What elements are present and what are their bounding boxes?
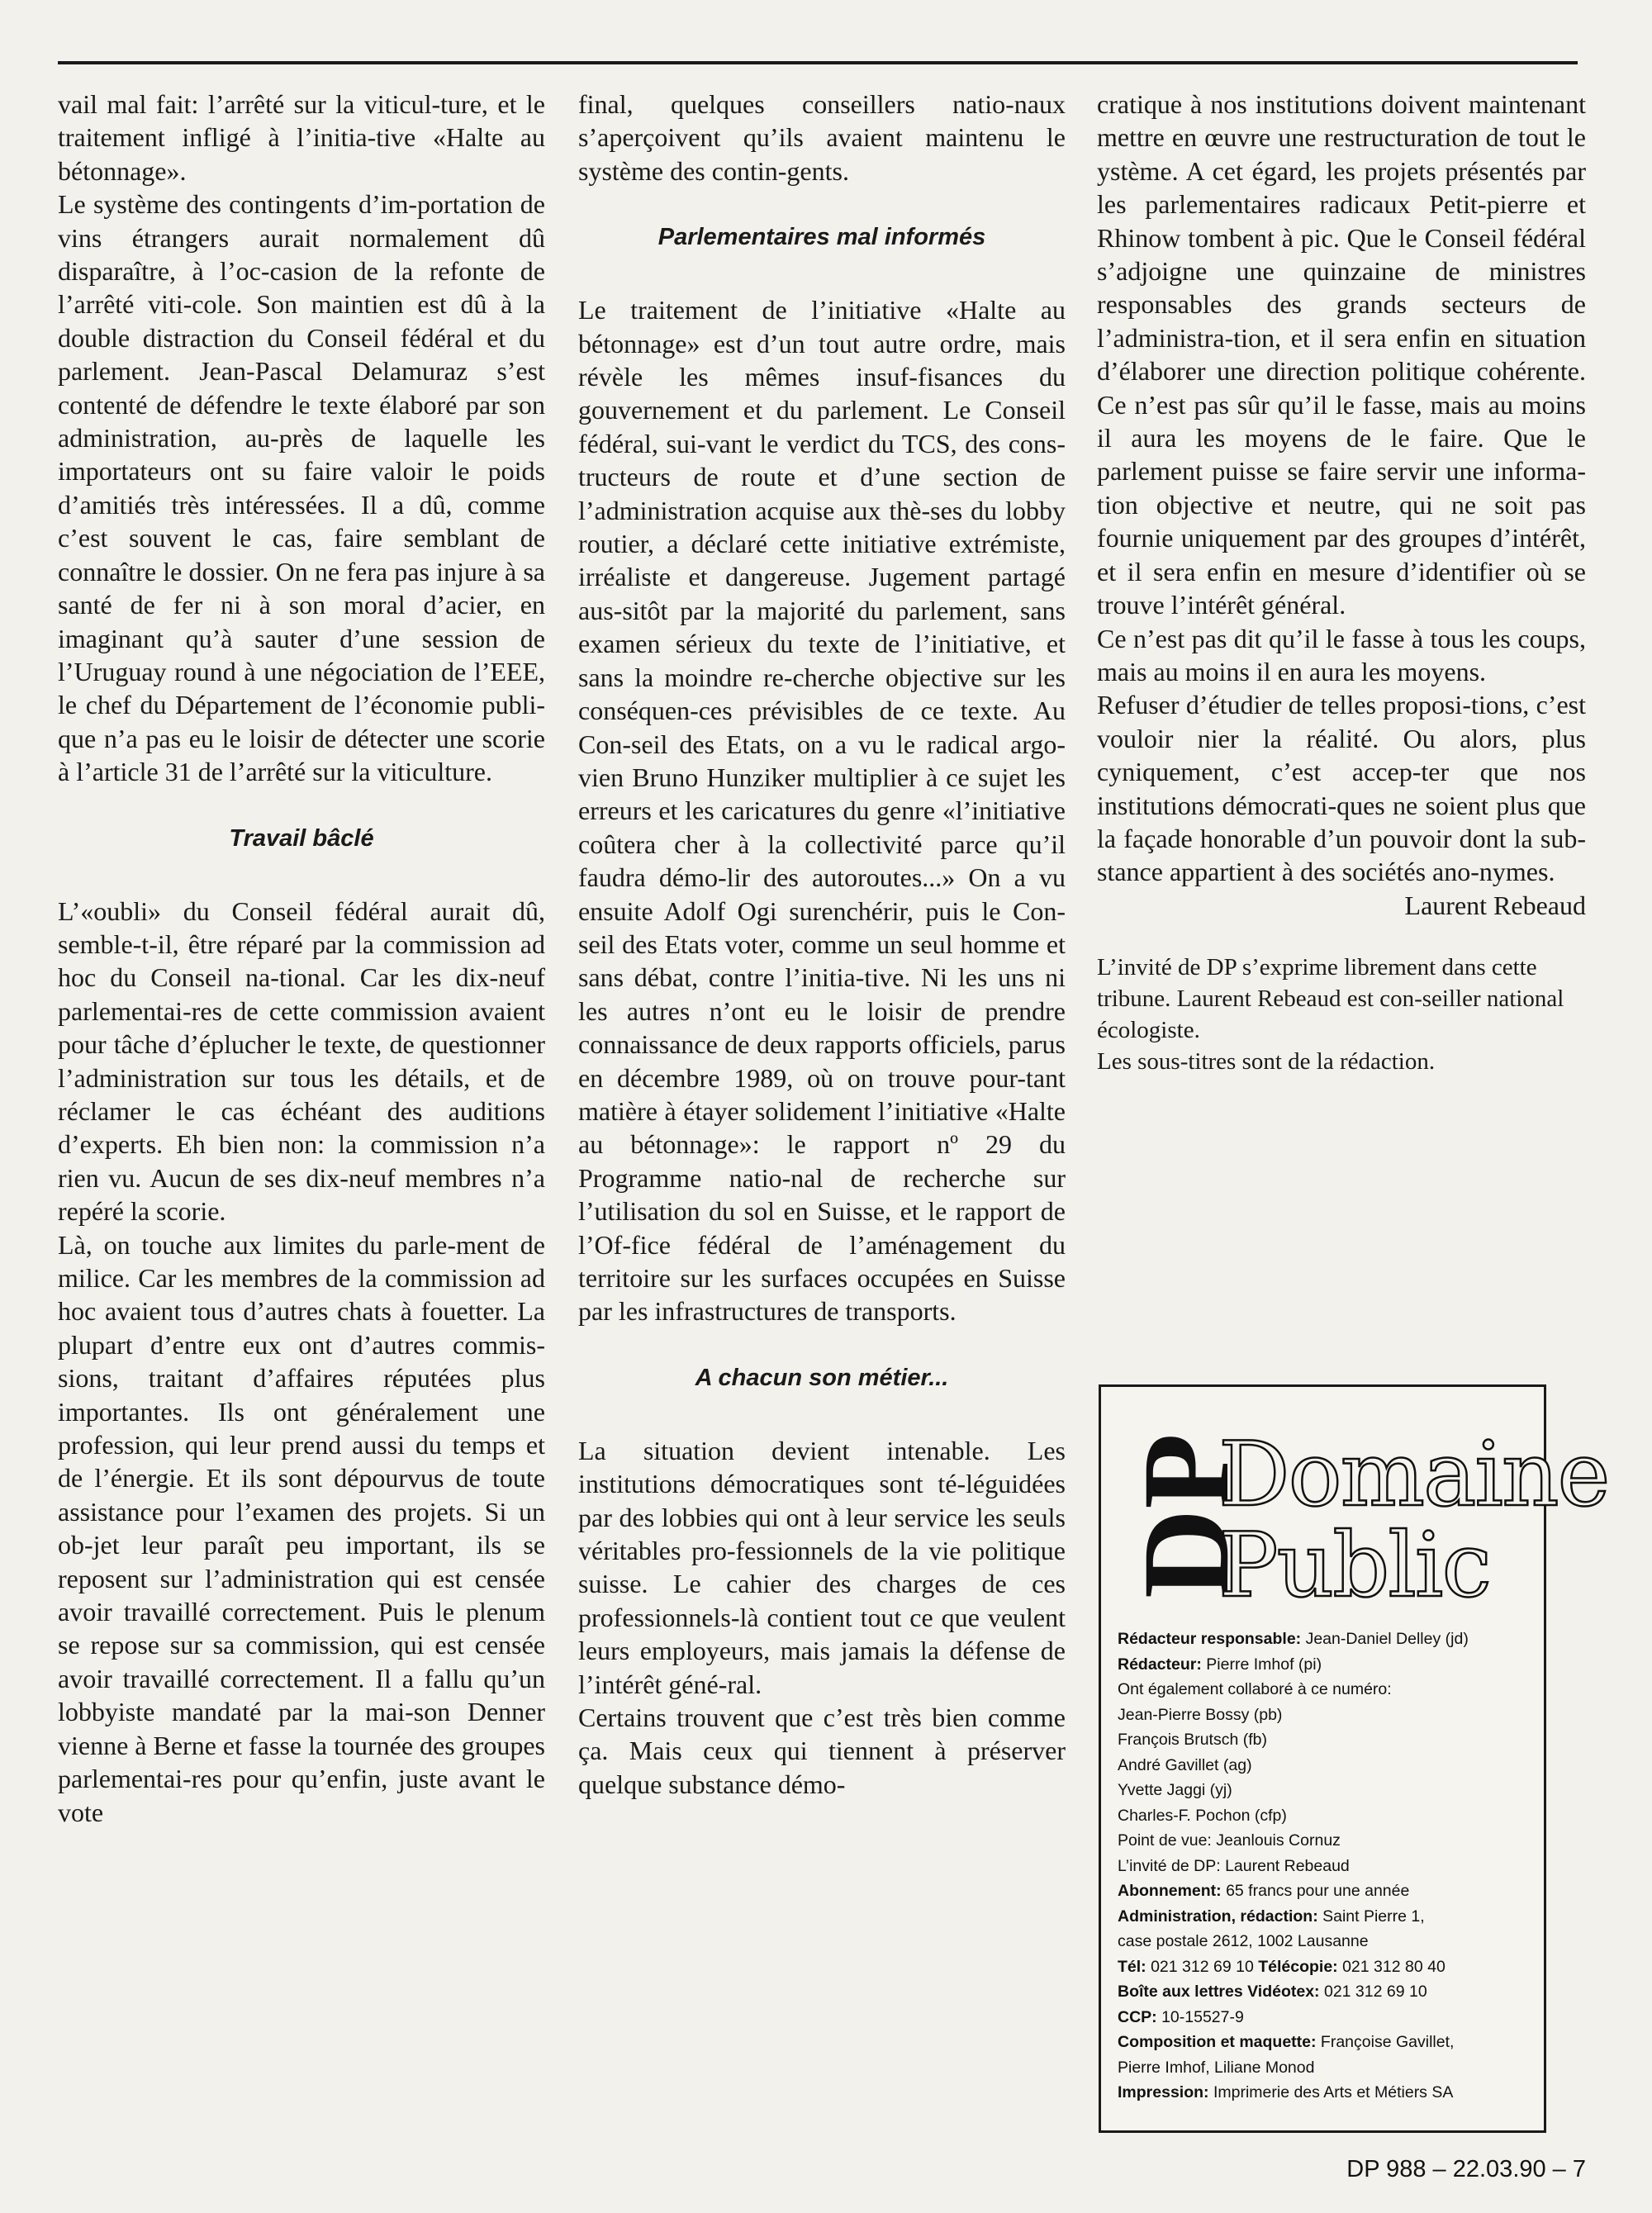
credit-line bbox=[1118, 1627, 1539, 1652]
publication-name bbox=[1218, 1423, 1609, 1617]
paragraph: L’«oubli» du Conseil fédéral aurait dû, semble-t-il, être réparé par la commission ad hoc du Conseil na-tional. Car les dix-neuf parlementai-res de cette commission avaient pour tâche d’éplucher le texte, de questionner l’administration sur tous les détails, et de réclamer le cas échéant des auditions d’experts. Eh bien non: la commission n’a rien vu. Aucun de ses dix-neuf membres n’a repéré la scorie. bbox=[58, 895, 545, 1227]
credit-value: Saint Pierre 1, bbox=[1317, 1907, 1425, 1926]
credit-label: Rédacteur responsable: bbox=[1118, 1630, 1302, 1648]
masthead-box bbox=[1099, 1384, 1609, 2133]
paragraph: Certains trouvent que c’est très bien comme ça. Mais ceux qui tiennent à préserver quelque substance démo- bbox=[578, 1702, 1066, 1799]
credit-value: 65 francs pour une année bbox=[1221, 1882, 1410, 1900]
column-3 bbox=[1097, 88, 1586, 1077]
credit-value: Françoise Gavillet, bbox=[1316, 2033, 1455, 2051]
credit-line bbox=[1118, 1803, 1539, 1829]
credit-line bbox=[1118, 1904, 1539, 1930]
credit-value: Ont également collaboré à ce numéro: bbox=[1118, 1680, 1392, 1698]
editor-note: L’invité de DP s’exprime librement dans cette tribune. Laurent Rebeaud est con-seiller national écologiste. bbox=[1097, 954, 1564, 1044]
credit-line bbox=[1118, 1753, 1539, 1778]
credit-label: Impression: bbox=[1118, 2083, 1209, 2101]
paragraph: La situation devient intenable. Les institutions démocratiques sont té-léguidées par des lobbies qui ont à leur service les seuls véritables pro-fessionnels de la vie politique suisse. Le cahier des charges de ces professionnels-là contient tout ce que veulent leurs employeurs, mais jamais la défense de l’intérêt géné-ral. bbox=[578, 1435, 1066, 1699]
logo-word: Public bbox=[1218, 1514, 1490, 1617]
editor-note: Les sous-titres sont de la rédaction. bbox=[1097, 1048, 1436, 1076]
section-heading: Parlementaires mal informés bbox=[657, 224, 986, 251]
logo-word: Domaine bbox=[1218, 1423, 1609, 1527]
credit-value: 021 312 69 10 bbox=[1146, 1957, 1259, 1976]
credit-value: Jean-Pierre Bossy (pb) bbox=[1118, 1705, 1283, 1724]
page-footer: DP 988 – 22.03.90 – 7 bbox=[1346, 2156, 1586, 2182]
credit-line bbox=[1118, 2030, 1539, 2055]
credit-label: Composition et maquette: bbox=[1118, 2033, 1317, 2051]
paragraph: Ce n’est pas dit qu’il le fasse à tous les coups, mais au moins il en aura les moyens. bbox=[1097, 623, 1586, 686]
paragraph: vail mal fait: l’arrêté sur la viticul-ture, et le traitement infligé à l’initia-tive «Halte au bétonnage». bbox=[58, 89, 545, 186]
credit-label: Boîte aux lettres Vidéotex: bbox=[1118, 1983, 1320, 2001]
credit-value: 021 312 80 40 bbox=[1337, 1957, 1446, 1976]
credit-label: CCP: bbox=[1118, 2007, 1157, 2026]
credit-line bbox=[1118, 1854, 1539, 1879]
section-heading: Travail bâclé bbox=[229, 824, 374, 852]
author-signature: Laurent Rebeaud bbox=[1404, 890, 1586, 920]
credit-line bbox=[1118, 1677, 1539, 1702]
dp-logo: DP bbox=[1118, 1433, 1255, 1598]
credit-line bbox=[1118, 1727, 1539, 1753]
column-2 bbox=[578, 88, 1066, 1801]
credit-value: François Brutsch (fb) bbox=[1118, 1731, 1267, 1749]
credit-line bbox=[1118, 1702, 1539, 1728]
paragraph: cratique à nos institutions doivent maintenant mettre en œuvre une restructuration de tout le ystème. A cet égard, les projets présentés par les parlementaires radicaux Petit-pierre et Rhinow tombent à pic. Que le Conseil fédéral s’adjoigne une quinzaine de ministres responsables des grands secteurs de l’administra-tion, et il sera enfin en situation d’élaborer une direction politique cohérente. Ce n’est pas sûr qu’il le fasse, mais au moins il aura les moyens de le faire. Que le parlement puisse se faire servir une informa-tion objective et neutre, qui ne soit pas fournie uniquement par des groupes d’intérêt, et il sera enfin en mesure d’identifier où se trouve l’intérêt général. bbox=[1097, 89, 1586, 620]
credit-label: Abonnement: bbox=[1118, 1882, 1222, 1900]
paragraph: Refuser d’étudier de telles proposi-tions, c’est vouloir nier la réalité. Ou alors, plus cyniquement, c’est accep-ter que nos institutions démocrati-ques ne soient plus que la façade honorable d’un pouvoir dont la sub-stance appartient à des sociétés ano-nymes. bbox=[1097, 690, 1586, 887]
paragraph: Le traitement de l’initiative «Halte au bétonnage» est d’un tout autre ordre, mais révèle les mêmes insuf-fisances du gouvernement et du parlement. Le Conseil fédéral, sui-vant le verdict du TCS, des cons-tructeurs de route et d’une section de l’administration acquise aux thè-ses du lobby routier, a déclaré cette initiative extrémiste, irréaliste et dangereuse. Jugement partagé aus-sitôt par la majorité du parlement, sans examen sérieux du texte de l’initiative, et sans la moindre re-cherche objective sur les conséquen-ces prévisibles de ce texte. Au Con-seil des Etats, on a vu le radical argo-vien Bruno Hunziker multiplier à ce sujet les erreurs et les caricatures du genre «l’initiative coûtera cher à la collectivité parce qu’il faudra démo-lir des autoroutes...» On a vu ensuite Adolf Ogi surenchérir, puis le Con-seil des Etats voter, comme un seul homme et sans débat, contre l’initia-tive. Ni les uns ni les autres n’ont eu le loisir de prendre connaissance de deux rapports officiels, parus en décembre 1989, où on trouve pour-tant matière à étayer solidement l’initiative «Halte au bétonnage»: le rapport nº 29 du Programme natio-nal de recherche sur l’utilisation du sol en Suisse, et le rapport de l’Of-fice fédéral de l’aménagement du territoire sur les surfaces occupées en Suisse par les infrastructures de transports. bbox=[578, 295, 1066, 1327]
credit-label: Rédacteur: bbox=[1118, 1655, 1202, 1674]
paragraph: Là, on touche aux limites du parle-ment de milice. Car les membres de la commission ad hoc avaient tous d’autres chats à fouetter. La plupart d’entre eux ont d’autres commis-sions, traitant d’affaires réputées plus importantes. Ils ont généralement une profession, qui leur prend aussi du temps et de l’énergie. Et ils sont dépourvus de toute assistance pour l’examen des projets. Si un ob-jet leur paraît peu important, ils se reposent sur l’administration qui est censée avoir travaillé correctement. Puis le plenum se repose sur sa commission, qui est censée avoir travaillé correctement. Il a fallu qu’un lobbyiste mandaté par la mai-son Denner vienne à Berne et fasse la tournée des groupes parlementai-res pour qu’enfin, juste avant le vote bbox=[58, 1229, 545, 1827]
credits-list bbox=[1118, 1627, 1539, 2106]
credit-value: Jean-Daniel Delley (jd) bbox=[1301, 1630, 1469, 1648]
credit-line bbox=[1118, 1954, 1539, 1980]
credit-value: Point de vue: Jeanlouis Cornuz bbox=[1118, 1831, 1341, 1850]
credit-value: André Gavillet (ag) bbox=[1118, 1755, 1252, 1774]
credit-line bbox=[1118, 1778, 1539, 1803]
credit-line bbox=[1118, 1929, 1539, 1954]
credit-value: 021 312 69 10 bbox=[1319, 1983, 1427, 2001]
credit-line bbox=[1118, 2055, 1539, 2081]
paragraph: Le système des contingents d’im-portation de vins étrangers aurait normalement dû disparaître, à l’oc-casion de la refonte de l’arrêté viti-cole. Son maintien est dû à la double distraction du Conseil fédéral et du parlement. Jean-Pascal Delamuraz s’est contenté de défendre le texte élaboré par son administration, au-près de laquelle les importateurs ont su faire valoir le poids d’amitiés très intéressées. Il a dû, comme c’est souvent le cas, faire semblant de connaître le dossier. On ne fera pas injure à sa santé de fer ni à son moral d’acier, en imaginant qu’à sauter d’une session de l’Uruguay round à une négociation de l’EEE, le chef du Département de l’économie publi-que n’a pas eu le loisir de détecter une scorie à l’article 31 de l’arrêté sur la viticulture. bbox=[58, 189, 545, 787]
credit-label: Tél: bbox=[1118, 1957, 1146, 1976]
credit-line bbox=[1118, 1828, 1539, 1854]
credit-value: Charles-F. Pochon (cfp) bbox=[1118, 1806, 1287, 1825]
credit-label: Administration, rédaction: bbox=[1118, 1907, 1318, 1926]
credit-value: Imprimerie des Arts et Métiers SA bbox=[1208, 2083, 1454, 2101]
top-rule bbox=[58, 61, 1578, 64]
paragraph: final, quelques conseillers natio-naux s’aperçoivent qu’ils avaient maintenu le système des contin-gents. bbox=[578, 89, 1066, 186]
column-1 bbox=[58, 88, 545, 1829]
credit-value: Pierre Imhof (pi) bbox=[1201, 1655, 1322, 1674]
credit-line bbox=[1118, 1878, 1539, 1904]
credit-value: Yvette Jaggi (yj) bbox=[1118, 1781, 1232, 1799]
credit-line bbox=[1118, 1979, 1539, 2005]
credit-value: 10-15527-9 bbox=[1156, 2007, 1244, 2026]
credit-line bbox=[1118, 1652, 1539, 1678]
credit-value: L’invité de DP: Laurent Rebeaud bbox=[1118, 1856, 1350, 1875]
credit-label: Télécopie: bbox=[1258, 1957, 1338, 1976]
credit-value: case postale 2612, 1002 Lausanne bbox=[1118, 1932, 1369, 1950]
credit-line bbox=[1118, 2005, 1539, 2030]
section-heading: A chacun son métier... bbox=[695, 1364, 949, 1391]
credit-value: Pierre Imhof, Liliane Monod bbox=[1118, 2058, 1315, 2077]
credit-line bbox=[1118, 2080, 1539, 2106]
